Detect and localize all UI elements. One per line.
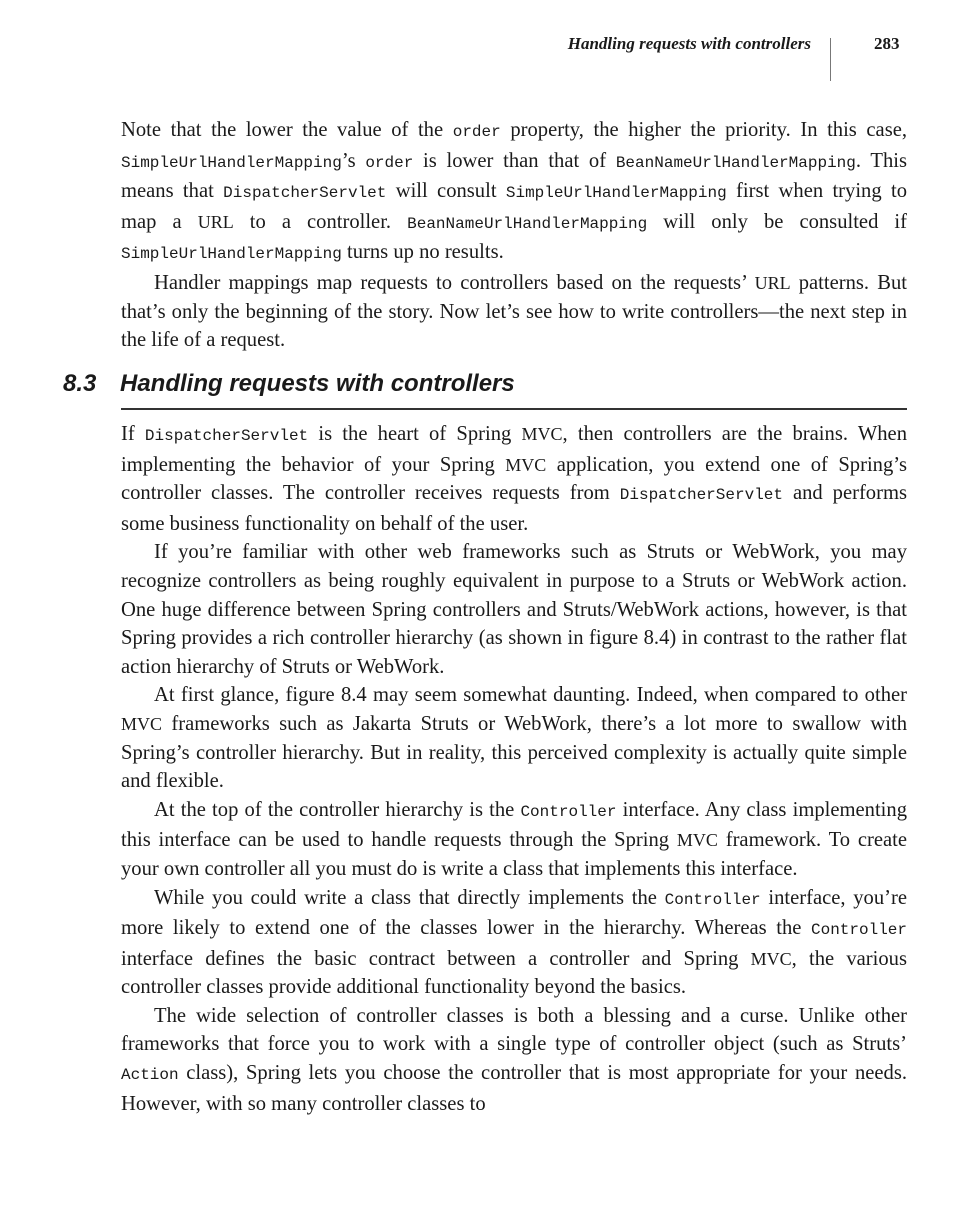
code-order: order xyxy=(365,153,414,172)
text-run: will consult xyxy=(386,180,506,203)
section-number: 8.3 xyxy=(63,370,97,397)
text-run: interface, you’re more likely to extend one of the classes lower in the hierarchy. Whereas the xyxy=(121,886,907,940)
text-run: will only be consulted if xyxy=(647,210,907,233)
paragraph-extend-classes xyxy=(121,884,907,1002)
text-run: turns up no results. xyxy=(341,241,504,264)
code-simple-url-handler-mapping: SimpleUrlHandlerMapping xyxy=(505,184,727,203)
text-run: application, you extend one of Spring’s controller classes. The controller receives requests from xyxy=(121,453,907,505)
page-number: 283 xyxy=(874,34,900,53)
acronym-mvc: MVC xyxy=(521,424,563,444)
text-run: first when trying to map a xyxy=(121,180,907,233)
text-run: ’s xyxy=(341,149,366,172)
text-run: patterns. But that’s only the beginning of the story. Now let’s see how to write controllers—the next step in the life of a request. xyxy=(121,271,908,352)
text-run: Handler mappings map requests to controllers based on the requests’ xyxy=(154,271,755,294)
text-run: to a controller. xyxy=(233,210,408,233)
code-controller: Controller xyxy=(810,921,907,940)
text-run: frameworks such as Jakarta Struts or WebWork, there’s a lot more to swallow with Spring’s controller hierarchy. But in reality, this perceived complexity is actually quite simple and flexible. xyxy=(121,712,907,793)
acronym-mvc: MVC xyxy=(505,454,547,475)
text-run: framework. To create your own controller all you must do is write a class that implements this interface. xyxy=(121,829,908,880)
paragraph-first-glance xyxy=(121,681,907,795)
section-text-block xyxy=(121,420,907,1118)
paragraph-handler-mappings xyxy=(121,269,907,355)
text-run: . This means that xyxy=(121,149,907,203)
code-controller: Controller xyxy=(664,890,761,909)
acronym-url: URL xyxy=(754,272,791,293)
code-simple-url-handler-mapping: SimpleUrlHandlerMapping xyxy=(121,245,342,264)
acronym-mvc: MVC xyxy=(121,713,163,734)
text-run: Note that the lower the value of the xyxy=(121,119,453,141)
text-run: interface. Any class implementing this interface can be used to handle requests through the Spring xyxy=(121,798,907,852)
running-head xyxy=(0,30,976,85)
text-run: At first glance, figure 8.4 may seem somewhat daunting. Indeed, when compared to other xyxy=(154,684,907,707)
code-bean-name-url-handler-mapping: BeanNameUrlHandlerMapping xyxy=(615,153,856,172)
intro-text-block xyxy=(121,116,907,355)
acronym-url: URL xyxy=(197,211,234,232)
paragraph-other-frameworks: If you’re familiar with other web frameworks such as Struts or WebWork, you may recognize controllers as being roughly equivalent in purpose to a Struts or WebWork action. One huge difference between Spring controllers and Struts/WebWork actions, however, is that Spring provides a rich controller hierarchy (as shown in figure 8.4) in contrast to the rather flat action hierarchy of Struts or WebWork. xyxy=(121,541,907,678)
text-run: interface defines the basic contract between a controller and Spring xyxy=(121,947,751,970)
text-run: is the heart of Spring xyxy=(308,423,522,445)
text-run: and performs some business functionality on behalf of the user. xyxy=(121,482,907,535)
running-head-title: Handling requests with controllers xyxy=(567,34,811,53)
code-controller: Controller xyxy=(520,802,617,821)
paragraph-controller-interface xyxy=(121,796,907,884)
code-order: order xyxy=(452,123,501,141)
code-action: Action xyxy=(121,1066,179,1085)
code-dispatcher-servlet: DispatcherServlet xyxy=(144,427,309,445)
text-run: is lower than that of xyxy=(413,149,616,172)
code-dispatcher-servlet: DispatcherServlet xyxy=(619,486,783,505)
section-title: Handling requests with controllers xyxy=(120,370,515,397)
text-run: At the top of the controller hierarchy is the xyxy=(154,798,521,821)
acronym-mvc: MVC xyxy=(676,830,718,851)
text-run: If xyxy=(121,423,145,445)
text-run: , the various controller classes provide additional functionality beyond the basics. xyxy=(121,947,907,999)
text-run: While you could write a class that directly implements the xyxy=(154,886,665,909)
running-head-divider xyxy=(830,38,831,81)
code-dispatcher-servlet: DispatcherServlet xyxy=(223,184,387,203)
paragraph-heart-of-mvc xyxy=(121,420,907,538)
text-run: , then controllers are the brains. When implementing the behavior of your Spring xyxy=(121,423,907,476)
text-run: The wide selection of controller classes is both a blessing and a curse. Unlike other frameworks that force you to work with a single type of controller object (such as Struts’ xyxy=(121,1004,907,1056)
paragraph-wide-selection xyxy=(121,1002,907,1118)
acronym-mvc: MVC xyxy=(750,948,792,969)
section-heading xyxy=(63,370,907,398)
section-rule xyxy=(121,408,907,410)
text-run: property, the higher the priority. In this case, xyxy=(500,119,907,141)
paragraph-order-priority xyxy=(121,116,907,269)
text-run: class), Spring lets you choose the controller that is most appropriate for your needs. However, with so many controller classes to xyxy=(121,1062,907,1115)
code-bean-name-url-handler-mapping: BeanNameUrlHandlerMapping xyxy=(407,214,648,233)
code-simple-url-handler-mapping: SimpleUrlHandlerMapping xyxy=(121,153,342,172)
